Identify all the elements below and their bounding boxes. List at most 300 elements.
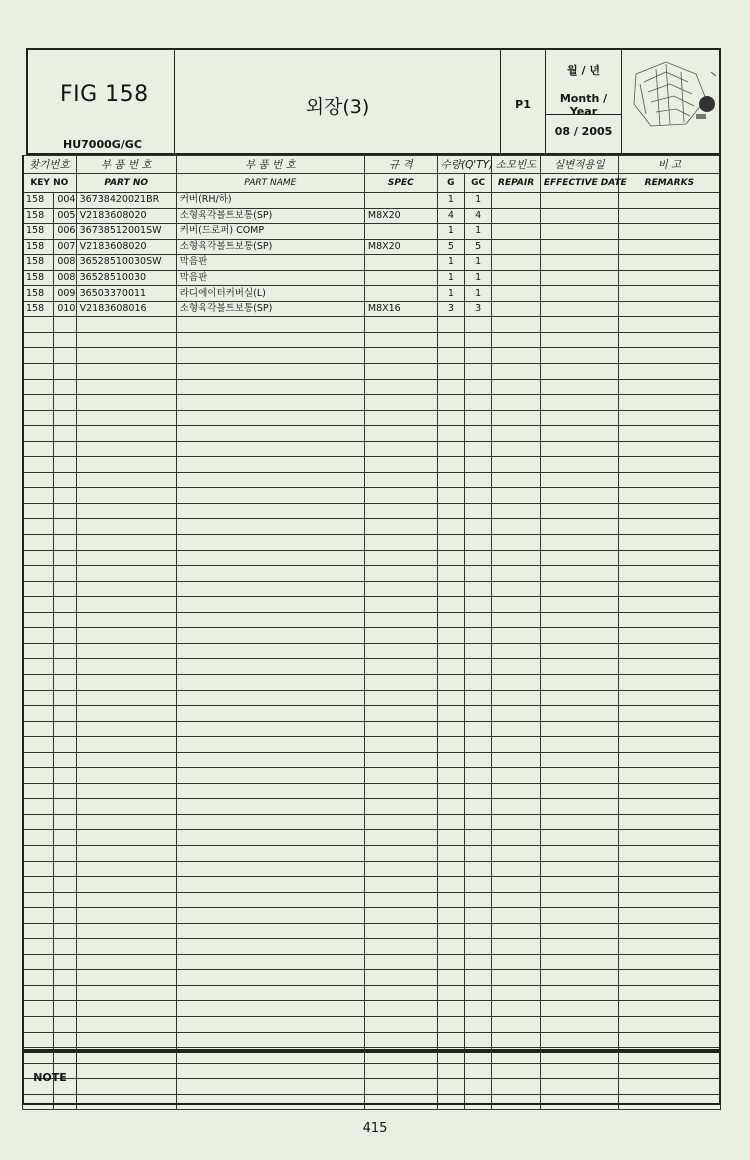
table-row bbox=[23, 954, 721, 970]
table-row bbox=[23, 737, 721, 753]
fig-no-cell bbox=[23, 535, 54, 551]
part-no-cell bbox=[76, 503, 176, 519]
key-no-cell bbox=[54, 970, 76, 986]
effective-date-cell bbox=[540, 597, 618, 613]
qty-gc-cell bbox=[465, 1016, 492, 1032]
qty-g-cell bbox=[437, 550, 464, 566]
spec-cell bbox=[364, 877, 437, 893]
part-name-cell bbox=[176, 1032, 364, 1048]
spec-cell bbox=[364, 674, 437, 690]
qty-g-cell bbox=[437, 519, 464, 535]
col-key-no-en: KEY NO bbox=[23, 174, 77, 193]
part-name-cell bbox=[176, 799, 364, 815]
figure-number: FIG 158 bbox=[60, 82, 149, 107]
spec-cell bbox=[364, 317, 437, 333]
repair-cell bbox=[492, 224, 541, 240]
qty-g-cell: 5 bbox=[437, 239, 464, 255]
remarks-cell bbox=[618, 472, 720, 488]
part-no-cell bbox=[76, 410, 176, 426]
remarks-cell bbox=[618, 939, 720, 955]
part-no-cell bbox=[76, 923, 176, 939]
table-row bbox=[23, 255, 721, 271]
part-no-cell bbox=[76, 674, 176, 690]
qty-g-cell bbox=[437, 535, 464, 551]
fig-no-cell bbox=[23, 721, 54, 737]
repair-cell bbox=[492, 892, 541, 908]
qty-gc-cell bbox=[465, 737, 492, 753]
remarks-cell bbox=[618, 270, 720, 286]
repair-cell bbox=[492, 457, 541, 473]
table-row bbox=[23, 1032, 721, 1048]
qty-gc-cell bbox=[465, 643, 492, 659]
qty-gc-cell bbox=[465, 908, 492, 924]
effective-date-cell bbox=[540, 737, 618, 753]
effective-date-cell bbox=[540, 239, 618, 255]
fig-no-cell: 158 bbox=[23, 270, 54, 286]
qty-g-cell bbox=[437, 845, 464, 861]
effective-date-cell bbox=[540, 612, 618, 628]
spec-cell bbox=[364, 410, 437, 426]
part-no-cell bbox=[76, 612, 176, 628]
part-name-cell bbox=[176, 519, 364, 535]
remarks-cell bbox=[618, 1032, 720, 1048]
key-no-cell bbox=[54, 519, 76, 535]
part-name-cell bbox=[176, 581, 364, 597]
qty-gc-cell bbox=[465, 752, 492, 768]
key-no-cell bbox=[54, 317, 76, 333]
spec-cell bbox=[364, 519, 437, 535]
col-spec-ko: 규 격 bbox=[364, 156, 437, 174]
repair-cell bbox=[492, 845, 541, 861]
fig-no-cell bbox=[23, 1016, 54, 1032]
qty-g-cell bbox=[437, 985, 464, 1001]
table-row bbox=[23, 628, 721, 644]
part-name-cell: 라디에이터커버실(L) bbox=[176, 286, 364, 302]
col-effective-ko: 실변적용일 bbox=[540, 156, 618, 174]
part-no-cell bbox=[76, 597, 176, 613]
effective-date-cell bbox=[540, 768, 618, 784]
spec-cell bbox=[364, 224, 437, 240]
effective-date-cell bbox=[540, 410, 618, 426]
fig-no-cell bbox=[23, 799, 54, 815]
key-no-cell bbox=[54, 706, 76, 722]
qty-gc-cell: 1 bbox=[465, 255, 492, 271]
key-no-cell bbox=[54, 752, 76, 768]
repair-cell bbox=[492, 550, 541, 566]
spec-cell bbox=[364, 550, 437, 566]
spec-cell bbox=[364, 488, 437, 504]
qty-g-cell bbox=[437, 706, 464, 722]
effective-date-cell bbox=[540, 690, 618, 706]
repair-cell bbox=[492, 985, 541, 1001]
spec-cell: M8X16 bbox=[364, 301, 437, 317]
part-name-cell bbox=[176, 566, 364, 582]
spec-cell: M8X20 bbox=[364, 239, 437, 255]
table-row bbox=[23, 395, 721, 411]
repair-cell bbox=[492, 659, 541, 675]
fig-no-cell bbox=[23, 488, 54, 504]
part-name-cell bbox=[176, 814, 364, 830]
key-no-cell bbox=[54, 690, 76, 706]
qty-gc-cell: 4 bbox=[465, 208, 492, 224]
table-row bbox=[23, 224, 721, 240]
qty-g-cell bbox=[437, 581, 464, 597]
qty-gc-cell bbox=[465, 799, 492, 815]
key-no-cell bbox=[54, 503, 76, 519]
repair-cell bbox=[492, 612, 541, 628]
qty-gc-cell: 5 bbox=[465, 239, 492, 255]
fig-no-cell: 158 bbox=[23, 224, 54, 240]
repair-cell bbox=[492, 270, 541, 286]
key-no-cell bbox=[54, 737, 76, 753]
qty-gc-cell: 3 bbox=[465, 301, 492, 317]
part-no-cell bbox=[76, 472, 176, 488]
fig-no-cell bbox=[23, 566, 54, 582]
remarks-cell bbox=[618, 441, 720, 457]
part-name-cell bbox=[176, 690, 364, 706]
part-name-cell bbox=[176, 939, 364, 955]
qty-g-cell bbox=[437, 1016, 464, 1032]
fig-no-cell bbox=[23, 908, 54, 924]
qty-g-cell bbox=[437, 488, 464, 504]
qty-g-cell bbox=[437, 364, 464, 380]
effective-date-cell bbox=[540, 581, 618, 597]
page-title: 외장(3) bbox=[305, 96, 370, 118]
table-row bbox=[23, 721, 721, 737]
qty-g-cell bbox=[437, 379, 464, 395]
spec-cell bbox=[364, 286, 437, 302]
part-name-cell bbox=[176, 923, 364, 939]
repair-cell bbox=[492, 239, 541, 255]
part-no-cell bbox=[76, 1032, 176, 1048]
part-name-cell bbox=[176, 674, 364, 690]
fig-no-cell bbox=[23, 643, 54, 659]
remarks-cell bbox=[618, 286, 720, 302]
fig-no-cell bbox=[23, 892, 54, 908]
remarks-cell bbox=[618, 659, 720, 675]
col-key-no-ko: 찾기번호 bbox=[23, 156, 77, 174]
fig-no-cell bbox=[23, 628, 54, 644]
qty-gc-cell bbox=[465, 768, 492, 784]
spec-cell bbox=[364, 581, 437, 597]
table-row bbox=[23, 379, 721, 395]
repair-cell bbox=[492, 768, 541, 784]
fig-no-cell bbox=[23, 659, 54, 675]
col-part-name-en: PART NAME bbox=[176, 174, 364, 193]
spec-cell bbox=[364, 1016, 437, 1032]
table-row bbox=[23, 410, 721, 426]
spec-cell bbox=[364, 628, 437, 644]
spec-cell bbox=[364, 721, 437, 737]
part-name-cell bbox=[176, 364, 364, 380]
remarks-cell bbox=[618, 224, 720, 240]
qty-gc-cell bbox=[465, 597, 492, 613]
key-no-cell bbox=[54, 643, 76, 659]
remarks-cell bbox=[618, 379, 720, 395]
part-name-cell bbox=[176, 659, 364, 675]
qty-g-cell bbox=[437, 441, 464, 457]
table-row bbox=[23, 783, 721, 799]
table-row bbox=[23, 581, 721, 597]
spec-cell bbox=[364, 939, 437, 955]
qty-gc-cell bbox=[465, 845, 492, 861]
qty-g-cell bbox=[437, 721, 464, 737]
part-name-cell bbox=[176, 597, 364, 613]
qty-g-cell bbox=[437, 348, 464, 364]
qty-gc-cell bbox=[465, 721, 492, 737]
spec-cell bbox=[364, 814, 437, 830]
repair-cell bbox=[492, 706, 541, 722]
table-row bbox=[23, 364, 721, 380]
fig-no-cell: 158 bbox=[23, 208, 54, 224]
effective-date-cell bbox=[540, 395, 618, 411]
issue-date: 08 / 2005 bbox=[554, 125, 613, 138]
key-no-cell bbox=[54, 441, 76, 457]
key-no-cell bbox=[54, 799, 76, 815]
part-no-cell bbox=[76, 488, 176, 504]
qty-g-cell bbox=[437, 643, 464, 659]
month-year-label-ko: 월 / 년 bbox=[567, 64, 600, 77]
spec-cell bbox=[364, 332, 437, 348]
part-no-cell bbox=[76, 317, 176, 333]
table-row bbox=[23, 814, 721, 830]
spec-cell bbox=[364, 441, 437, 457]
effective-date-cell bbox=[540, 255, 618, 271]
repair-cell bbox=[492, 597, 541, 613]
fig-no-cell: 158 bbox=[23, 239, 54, 255]
part-no-cell bbox=[76, 985, 176, 1001]
table-row bbox=[23, 457, 721, 473]
remarks-cell bbox=[618, 332, 720, 348]
repair-cell bbox=[492, 348, 541, 364]
part-name-cell bbox=[176, 612, 364, 628]
repair-cell bbox=[492, 441, 541, 457]
qty-g-cell bbox=[437, 628, 464, 644]
effective-date-cell bbox=[540, 503, 618, 519]
remarks-cell bbox=[618, 503, 720, 519]
qty-g-cell bbox=[437, 939, 464, 955]
key-no-cell bbox=[54, 379, 76, 395]
effective-date-cell bbox=[540, 877, 618, 893]
remarks-cell bbox=[618, 364, 720, 380]
part-no-cell bbox=[76, 752, 176, 768]
key-no-cell bbox=[54, 566, 76, 582]
effective-date-cell bbox=[540, 301, 618, 317]
col-part-no-ko: 부 품 번 호 bbox=[76, 156, 176, 174]
part-no-cell: 36738512001SW bbox=[76, 224, 176, 240]
table-row bbox=[23, 674, 721, 690]
repair-cell bbox=[492, 1001, 541, 1017]
repair-cell bbox=[492, 643, 541, 659]
part-no-cell bbox=[76, 1001, 176, 1017]
table-row bbox=[23, 659, 721, 675]
qty-g-cell: 1 bbox=[437, 193, 464, 209]
part-no-cell bbox=[76, 581, 176, 597]
qty-g-cell bbox=[437, 970, 464, 986]
key-no-cell bbox=[54, 1032, 76, 1048]
qty-g-cell bbox=[437, 799, 464, 815]
table-row bbox=[23, 332, 721, 348]
date-box bbox=[546, 50, 622, 153]
remarks-cell bbox=[618, 783, 720, 799]
header bbox=[26, 48, 721, 155]
effective-date-cell bbox=[540, 830, 618, 846]
repair-cell bbox=[492, 737, 541, 753]
repair-cell bbox=[492, 721, 541, 737]
qty-gc-cell bbox=[465, 783, 492, 799]
fig-no-cell bbox=[23, 472, 54, 488]
repair-cell bbox=[492, 193, 541, 209]
table-row bbox=[23, 193, 721, 209]
qty-gc-cell bbox=[465, 426, 492, 442]
part-no-cell bbox=[76, 643, 176, 659]
remarks-cell bbox=[618, 410, 720, 426]
repair-cell bbox=[492, 939, 541, 955]
qty-gc-cell bbox=[465, 379, 492, 395]
spec-cell bbox=[364, 379, 437, 395]
qty-g-cell bbox=[437, 830, 464, 846]
repair-cell bbox=[492, 208, 541, 224]
key-no-cell bbox=[54, 830, 76, 846]
repair-cell bbox=[492, 255, 541, 271]
remarks-cell bbox=[618, 908, 720, 924]
part-name-cell bbox=[176, 379, 364, 395]
fig-no-cell bbox=[23, 332, 54, 348]
repair-cell bbox=[492, 799, 541, 815]
fig-no-cell bbox=[23, 830, 54, 846]
spec-cell bbox=[364, 270, 437, 286]
remarks-cell bbox=[618, 550, 720, 566]
table-row bbox=[23, 706, 721, 722]
remarks-cell bbox=[618, 970, 720, 986]
effective-date-cell bbox=[540, 861, 618, 877]
col-qty-ko: 수량(Q'TY) bbox=[437, 156, 492, 174]
qty-gc-cell bbox=[465, 939, 492, 955]
spec-cell bbox=[364, 643, 437, 659]
key-no-cell: 005 bbox=[54, 208, 76, 224]
fig-no-cell bbox=[23, 597, 54, 613]
fig-no-cell bbox=[23, 503, 54, 519]
part-no-cell: V2183608020 bbox=[76, 239, 176, 255]
qty-gc-cell bbox=[465, 410, 492, 426]
fig-no-cell bbox=[23, 706, 54, 722]
page-id-box bbox=[501, 50, 546, 153]
qty-gc-cell bbox=[465, 628, 492, 644]
table-row bbox=[23, 970, 721, 986]
part-no-cell bbox=[76, 628, 176, 644]
qty-gc-cell bbox=[465, 317, 492, 333]
remarks-cell bbox=[618, 395, 720, 411]
table-row bbox=[23, 612, 721, 628]
effective-date-cell bbox=[540, 1016, 618, 1032]
repair-cell bbox=[492, 908, 541, 924]
table-row bbox=[23, 877, 721, 893]
qty-g-cell: 3 bbox=[437, 301, 464, 317]
qty-gc-cell: 1 bbox=[465, 224, 492, 240]
repair-cell bbox=[492, 364, 541, 380]
repair-cell bbox=[492, 410, 541, 426]
repair-cell bbox=[492, 954, 541, 970]
key-no-cell bbox=[54, 814, 76, 830]
part-name-cell bbox=[176, 503, 364, 519]
spec-cell bbox=[364, 193, 437, 209]
repair-cell bbox=[492, 1032, 541, 1048]
effective-date-cell bbox=[540, 721, 618, 737]
spec-cell bbox=[364, 690, 437, 706]
part-name-cell bbox=[176, 783, 364, 799]
part-no-cell: 36503370011 bbox=[76, 286, 176, 302]
effective-date-cell bbox=[540, 535, 618, 551]
qty-gc-cell bbox=[465, 566, 492, 582]
effective-date-cell bbox=[540, 892, 618, 908]
effective-date-cell bbox=[540, 985, 618, 1001]
spec-cell bbox=[364, 923, 437, 939]
qty-gc-cell bbox=[465, 472, 492, 488]
key-no-cell bbox=[54, 488, 76, 504]
table-row bbox=[23, 939, 721, 955]
table-row bbox=[23, 566, 721, 582]
spec-cell bbox=[364, 395, 437, 411]
spec-cell bbox=[364, 752, 437, 768]
part-no-cell bbox=[76, 690, 176, 706]
col-repair-en: REPAIR bbox=[492, 174, 541, 193]
table-row bbox=[23, 690, 721, 706]
part-no-cell bbox=[76, 954, 176, 970]
qty-g-cell bbox=[437, 395, 464, 411]
spec-cell bbox=[364, 970, 437, 986]
spec-cell bbox=[364, 861, 437, 877]
table-row bbox=[23, 643, 721, 659]
table-row bbox=[23, 985, 721, 1001]
part-name-cell bbox=[176, 1016, 364, 1032]
part-name-cell bbox=[176, 643, 364, 659]
fig-no-cell bbox=[23, 861, 54, 877]
part-name-cell bbox=[176, 861, 364, 877]
repair-cell bbox=[492, 566, 541, 582]
qty-g-cell bbox=[437, 814, 464, 830]
qty-gc-cell bbox=[465, 690, 492, 706]
qty-gc-cell bbox=[465, 954, 492, 970]
key-no-cell: 008 bbox=[54, 270, 76, 286]
parts-illustration-icon bbox=[626, 54, 718, 148]
qty-g-cell bbox=[437, 892, 464, 908]
remarks-cell bbox=[618, 488, 720, 504]
parts-table-body bbox=[23, 193, 721, 1110]
spec-cell bbox=[364, 830, 437, 846]
qty-g-cell bbox=[437, 410, 464, 426]
key-no-cell: 007 bbox=[54, 239, 76, 255]
qty-gc-cell bbox=[465, 892, 492, 908]
table-row bbox=[23, 472, 721, 488]
qty-g-cell bbox=[437, 674, 464, 690]
effective-date-cell bbox=[540, 814, 618, 830]
table-row bbox=[23, 239, 721, 255]
qty-gc-cell bbox=[465, 581, 492, 597]
remarks-cell bbox=[618, 566, 720, 582]
qty-g-cell: 1 bbox=[437, 270, 464, 286]
key-no-cell bbox=[54, 954, 76, 970]
effective-date-cell bbox=[540, 706, 618, 722]
part-name-cell bbox=[176, 317, 364, 333]
fig-no-cell bbox=[23, 752, 54, 768]
remarks-cell bbox=[618, 985, 720, 1001]
remarks-cell bbox=[618, 581, 720, 597]
part-no-cell bbox=[76, 845, 176, 861]
part-no-cell bbox=[76, 877, 176, 893]
table-row bbox=[23, 519, 721, 535]
qty-g-cell bbox=[437, 1032, 464, 1048]
part-no-cell bbox=[76, 861, 176, 877]
